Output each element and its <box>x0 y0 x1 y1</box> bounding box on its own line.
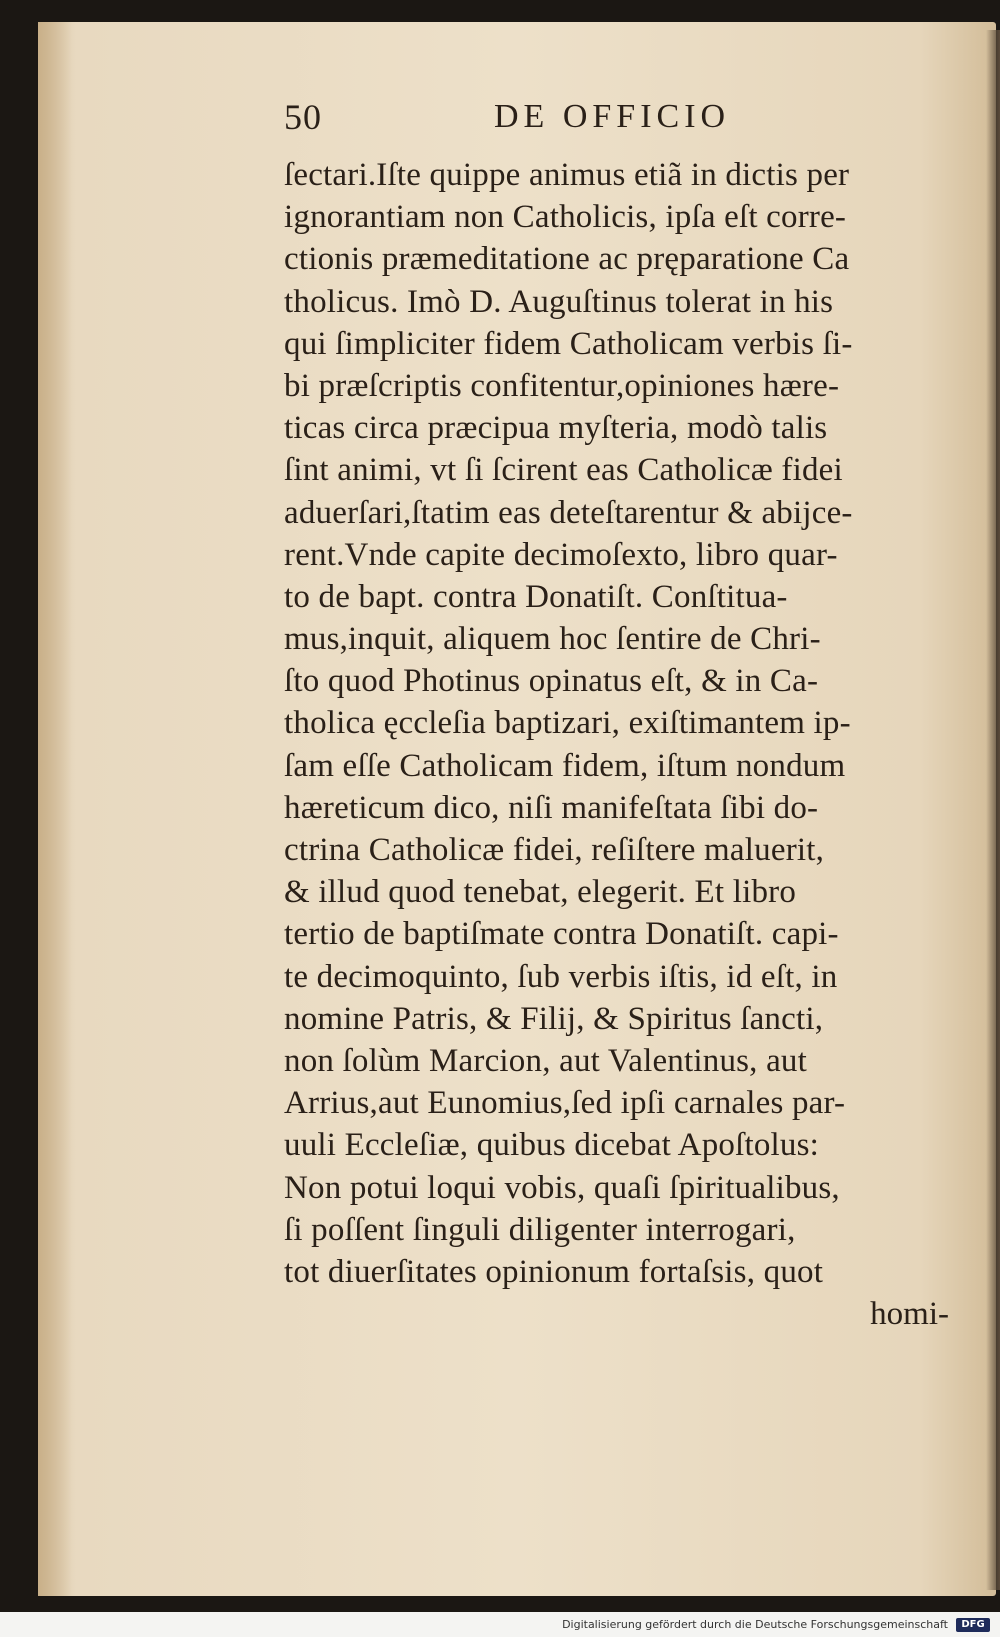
text-line: ctionis præmeditatione ac pręparatione Ca <box>284 241 850 278</box>
text-line: to de bapt. contra Donatiſt. Conſtitua- <box>284 578 788 615</box>
text-line: ſam eſſe Catholicam fidem, iſtum nondum <box>284 747 846 784</box>
text-line: ſi poſſent ſinguli diligenter interrogari, <box>284 1211 796 1248</box>
text-line: ſint animi, vt ſi ſcirent eas Catholicæ fidei <box>284 452 843 489</box>
text-line: te decimoquinto, ſub verbis iſtis, id eſt, in <box>284 958 838 995</box>
funding-notice: Digitalisierung gefördert durch die Deutsche Forschungsgemeinschaft <box>562 1618 948 1631</box>
text-line: tholicus. Imò D. Auguſtinus tolerat in his <box>284 283 834 320</box>
text-line: tertio de baptiſmate contra Donatiſt. capi- <box>284 916 839 953</box>
running-head <box>284 96 994 154</box>
page-number: 50 <box>284 97 322 137</box>
text-line: nomine Patris, & Filij, & Spiritus ſancti, <box>284 1000 824 1037</box>
text-line: qui ſimpliciter fidem Catholicam verbis ſi- <box>284 325 853 362</box>
page-gutter-shadow <box>38 22 72 1596</box>
footer-bar <box>0 1612 1000 1637</box>
text-line: uuli Eccleſiæ, quibus dicebat Apoſtolus: <box>284 1127 820 1164</box>
text-line: mus,inquit, aliquem hoc ſentire de Chri- <box>284 621 821 658</box>
text-line: non ſolùm Marcion, aut Valentinus, aut <box>284 1042 807 1079</box>
text-line: rent.Vnde capite decimoſexto, libro quar- <box>284 536 838 573</box>
body-text <box>284 154 994 1293</box>
text-line: tot diuerſitates opinionum fortaſsis, quot <box>284 1253 824 1290</box>
text-line: bi præſcriptis confitentur,opiniones hære- <box>284 367 840 404</box>
text-line: hæreticum dico, niſi manifeſtata ſibi do- <box>284 789 819 826</box>
running-title: DE OFFICIO <box>494 98 731 135</box>
text-line: ignorantiam non Catholicis, ipſa eſt corre- <box>284 199 847 236</box>
text-line: aduerſari,ſtatim eas deteſtarentur & abijce- <box>284 494 853 531</box>
text-line: ticas circa præcipua myſteria, modò talis <box>284 410 828 447</box>
catchword: homi- <box>870 1296 949 1333</box>
text-line: ſectari.Iſte quippe animus etiã in dictis per <box>284 157 850 193</box>
text-line: tholica ęccleſia baptizari, exiſtimantem ip- <box>284 705 851 742</box>
text-block <box>284 96 994 1335</box>
dfg-logo: DFG <box>956 1618 990 1632</box>
text-line: ſto quod Photinus opinatus eſt, & in Ca- <box>284 663 819 700</box>
text-line: Non potui loqui vobis, quaſi ſpiritualibus, <box>284 1169 840 1206</box>
text-line: & illud quod tenebat, elegerit. Et libro <box>284 874 797 911</box>
text-line: Arrius,aut Eunomius,ſed ipſi carnales par- <box>284 1085 846 1122</box>
text-line: ctrina Catholicæ fidei, reſiſtere maluerit, <box>284 832 825 868</box>
